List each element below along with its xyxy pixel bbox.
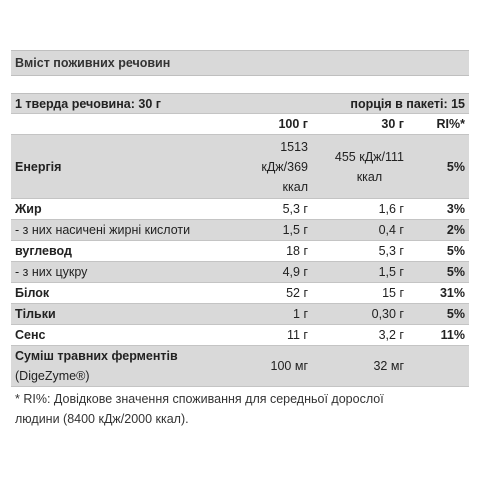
table-row-enzyme-mix — [11, 345, 469, 386]
value-per-30g: 32 мг — [373, 359, 404, 373]
table-row-fat — [11, 198, 469, 219]
table-row-energy — [11, 134, 469, 198]
value-per-30g: 3,2 г — [378, 328, 404, 342]
footnote — [11, 387, 469, 429]
value-per-100g: 1,5 г — [282, 223, 308, 237]
value-ri: 5% — [446, 244, 465, 258]
value-ri: 2% — [446, 223, 465, 237]
value-per-30g: 0,4 г — [378, 223, 404, 237]
value-ri: 11% — [440, 328, 465, 342]
value-per-30g: 1,5 г — [378, 265, 404, 279]
nutrient-name: Жир — [15, 202, 42, 216]
header-per-30g: 30 г — [381, 117, 404, 131]
energy-30-line1: 455 кДж/111 — [334, 149, 404, 164]
value-per-30g: 0,30 г — [371, 307, 404, 321]
table-title: Вміст поживних речовин — [11, 50, 469, 76]
energy-100-line2: кДж/369 — [261, 159, 308, 174]
value-ri: 5% — [446, 265, 465, 279]
value-per-30g: 1,6 г — [378, 202, 404, 216]
value-per-100g — [244, 135, 312, 198]
table-row-only — [11, 303, 469, 324]
header-per-100g: 100 г — [278, 117, 308, 131]
enzyme-mix-name: Суміш травних ферментів — [15, 349, 178, 363]
energy-100-line3: ккал — [282, 179, 308, 194]
footnote-line2: людини (8400 кДж/2000 ккал). — [15, 412, 189, 426]
value-per-30g: 15 г — [382, 286, 404, 300]
column-header-row — [11, 113, 469, 134]
nutrient-name: - з них насичені жирні кислоти — [15, 223, 191, 237]
table-row-sense — [11, 324, 469, 345]
energy-100-line1: 1513 — [280, 139, 308, 154]
enzyme-mix-brand: (DigeZyme®) — [15, 369, 90, 383]
nutrient-name: Енергія — [15, 159, 62, 174]
serving-info-row — [11, 93, 469, 113]
nutrient-name: Сенс — [15, 328, 46, 342]
table-row-carbohydrate — [11, 240, 469, 261]
value-per-100g: 100 мг — [270, 359, 308, 373]
nutrient-name: вуглевод — [15, 244, 72, 258]
nutrient-name: Тільки — [15, 307, 56, 321]
value-ri: 31% — [439, 286, 465, 300]
value-per-100g: 52 г — [286, 286, 308, 300]
value-per-100g: 1 г — [293, 307, 308, 321]
value-per-100g: 11 г — [286, 328, 308, 342]
value-per-30g: 5,3 г — [378, 244, 404, 258]
header-nutrient — [11, 114, 244, 134]
serving-size: 1 тверда речовина: 30 г — [15, 96, 161, 111]
table-row-sugars — [11, 261, 469, 282]
value-ri — [408, 346, 469, 386]
nutrition-table — [11, 50, 469, 429]
value-ri: 3% — [446, 202, 465, 216]
nutrient-name — [11, 346, 244, 386]
nutrient-name: Білок — [15, 286, 50, 300]
table-row-saturated-fat — [11, 219, 469, 240]
value-per-100g: 5,3 г — [282, 202, 308, 216]
energy-30-line2: ккал — [356, 169, 383, 184]
value-per-100g: 4,9 г — [282, 265, 308, 279]
value-per-30g — [312, 135, 408, 198]
table-row-protein — [11, 282, 469, 303]
header-ri: RI%* — [436, 117, 465, 131]
servings-per-pack: порція в пакеті: 15 — [350, 96, 465, 111]
value-ri: 5% — [446, 159, 465, 174]
value-per-100g: 18 г — [286, 244, 308, 258]
nutrient-name: - з них цукру — [15, 265, 88, 279]
footnote-line1: * RI%: Довідкове значення споживання для середньої дорослої — [15, 392, 384, 406]
value-ri: 5% — [446, 307, 465, 321]
